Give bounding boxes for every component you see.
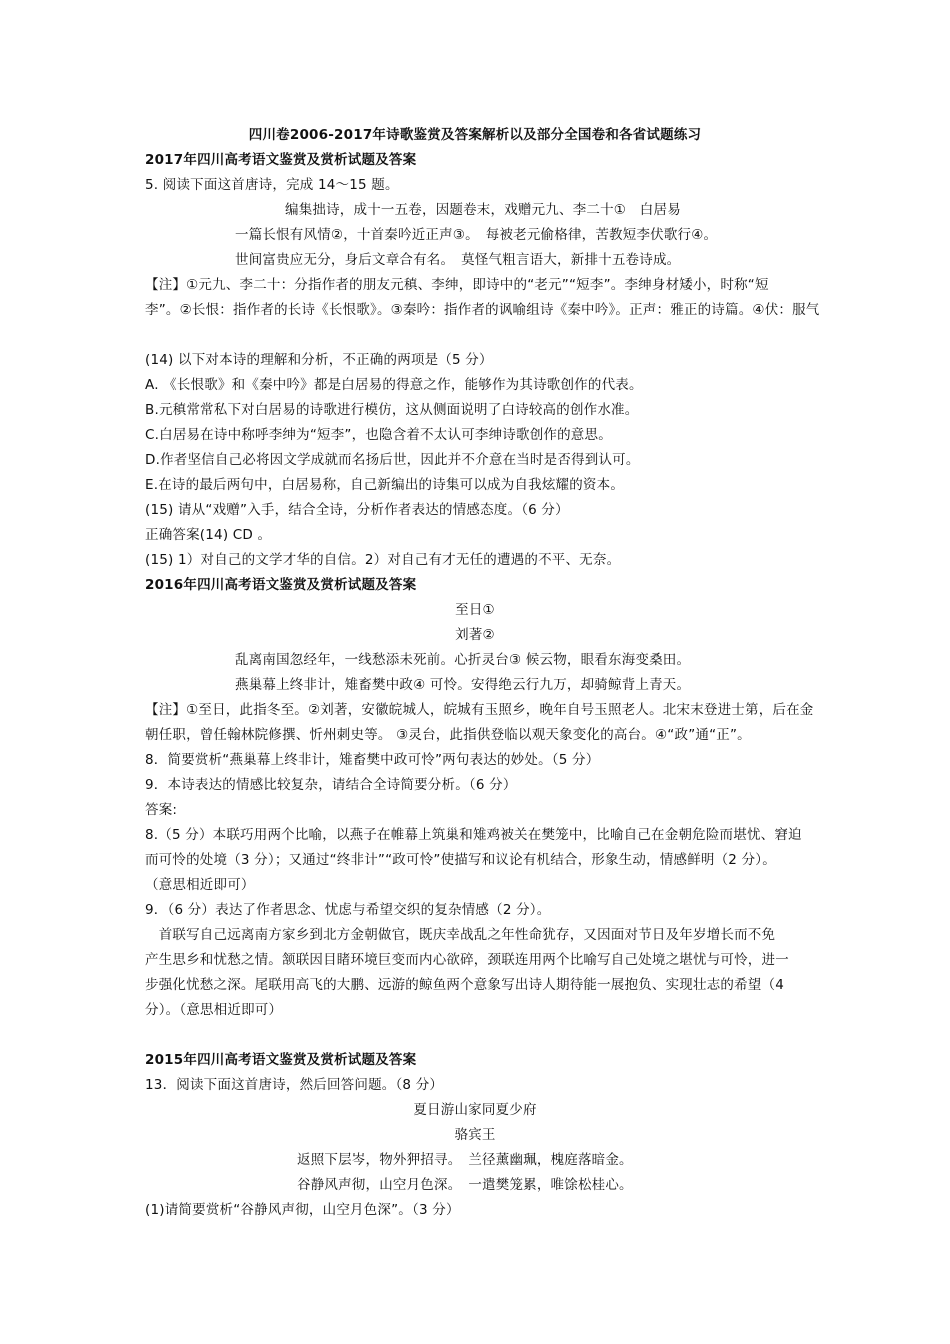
s2017-option-a: A. 《长恨歌》和《秦中吟》都是白居易的得意之作，能够作为其诗歌创作的代表。 [145,377,643,393]
s2016-question-8: 8．简要赏析“燕巢幕上终非计，雉畜樊中政可怜”两句表达的妙处。（5 分） [145,752,600,768]
s2017-question-14: (14) 以下对本诗的理解和分析，不正确的两项是（5 分） [145,352,493,368]
s2017-option-b: B.元稹常常私下对白居易的诗歌进行模仿，这从侧面说明了白诗较高的创作水准。 [145,402,639,418]
s2016-poem-line-2: 燕巢幕上终非计，雉畜樊中政④ 可怜。安得绝云行九万，却骑鲸背上青天。 [235,677,691,693]
s2016-note-line-1: 【注】①至日，此指冬至。②刘著，安徽皖城人，皖城有玉照乡，晚年自号玉照老人。北宋末登进士第，后在金 [145,702,814,718]
s2017-note-line-1: 【注】①元九、李二十：分指作者的朋友元稹、李绅，即诗中的“老元”“短李”。李绅身材矮小，时称“短 [145,277,769,293]
section-2015-heading: 2015年四川高考语文鉴赏及赏析试题及答案 [145,1052,417,1068]
s2017-answer-14: 正确答案(14) CD 。 [145,527,272,543]
s2017-option-c: C.白居易在诗中称呼李绅为“短李”，也隐含着不太认可李绅诗歌创作的意思。 [145,427,612,443]
s2016-answer-9-line-1: 9．（6 分）表达了作者思念、忧虑与希望交织的复杂情感（2 分）。 [145,902,551,918]
doc-title: 四川卷2006-2017年诗歌鉴赏及答案解析以及部分全国卷和各省试题练习 [248,127,702,143]
section-2017-heading: 2017年四川高考语文鉴赏及赏析试题及答案 [145,152,417,168]
s2017-note-line-2: 李”。②长恨：指作者的长诗《长恨歌》。③秦吟：指作者的讽喻组诗《秦中吟》。正声：雅正的诗篇。④伏：服气 [145,302,820,318]
s2015-poem-line-2: 谷静风声彻，山空月色深。 一遣樊笼累，唯馀松桂心。 [297,1177,633,1193]
s2017-option-d: D.作者坚信自己必将因文学成就而名扬后世，因此并不介意在当时是否得到认可。 [145,452,640,468]
s2016-answer-label: 答案: [145,802,178,818]
s2015-poem-line-1: 返照下层岑，物外狎招寻。 兰径薰幽珮，槐庭落暗金。 [297,1152,633,1168]
s2016-note-line-2: 朝任职，曾任翰林院修撰、忻州刺史等。 ③灵台，此指供登临以观天象变化的高台。④“政”通“正”。 [145,727,751,743]
s2017-poem-line-1: 一篇长恨有风情②，十首秦吟近正声③。 每被老元偷格律，苦教短李伏歌行④。 [235,227,718,243]
s2017-answer-15: (15) 1）对自己的文学才华的自信。2）对自己有才无任的遭遇的不平、无奈。 [145,552,621,568]
s2016-answer-8-line-3: （意思相近即可） [145,877,255,893]
s2016-question-9: 9．本诗表达的情感比较复杂，请结合全诗简要分析。（6 分） [145,777,517,793]
s2016-answer-9-line-3: 产生思乡和忧愁之情。颔联因目睹环境巨变而内心欲碎，颈联连用两个比喻写自己处境之堪忧与可怜，进一 [145,952,789,968]
s2016-answer-9-line-5: 分）。（意思相近即可） [145,1002,283,1018]
s2016-answer-9-line-4: 步强化忧愁之深。尾联用高飞的大鹏、远游的鲸鱼两个意象写出诗人期待能一展抱负、实现壮志的希望（4 [145,977,784,993]
s2016-answer-8-line-2: 而可怜的处境（3 分）；又通过“终非计”“政可怜”使描写和议论有机结合，形象生动，情感鲜明（2 分）。 [145,852,776,868]
s2017-poem-line-2: 世间富贵应无分，身后文章合有名。 莫怪气粗言语大，新排十五卷诗成。 [235,252,681,268]
s2015-poem-author: 骆宾王 [454,1127,496,1143]
s2015-question-1: (1)请简要赏析“谷静风声彻，山空月色深”。（3 分） [145,1202,460,1218]
s2017-option-e: E.在诗的最后两句中，白居易称，自己新编出的诗集可以成为自我炫耀的资本。 [145,477,625,493]
s2016-poem-line-1: 乱离南国忽经年，一线愁添未死前。心折灵台③ 候云物，眼看东海变桑田。 [235,652,691,668]
section-2016-heading: 2016年四川高考语文鉴赏及赏析试题及答案 [145,577,417,593]
s2017-poem-title: 编集拙诗，成十一五卷，因题卷末，戏赠元九、李二十① 白居易 [285,202,681,218]
s2017-intro: 5. 阅读下面这首唐诗，完成 14～15 题。 [145,177,399,193]
s2017-question-15: (15) 请从“戏赠”入手，结合全诗，分析作者表达的情感态度。（6 分） [145,502,569,518]
s2016-poem-title: 至日① [455,602,495,618]
s2015-poem-title: 夏日游山家同夏少府 [413,1102,537,1118]
s2016-answer-9-line-2: 首联写自己远离南方家乡到北方金朝做官，既庆幸战乱之年性命犹存，又因面对节日及年岁增长而不免 [145,927,776,943]
s2016-answer-8-line-1: 8.（5 分）本联巧用两个比喻，以燕子在帷幕上筑巢和雉鸡被关在樊笼中，比喻自己在金朝危险而堪忧、窘迫 [145,827,802,843]
s2015-intro: 13．阅读下面这首唐诗，然后回答问题。（8 分） [145,1077,444,1093]
s2016-poem-author: 刘著② [455,627,495,643]
